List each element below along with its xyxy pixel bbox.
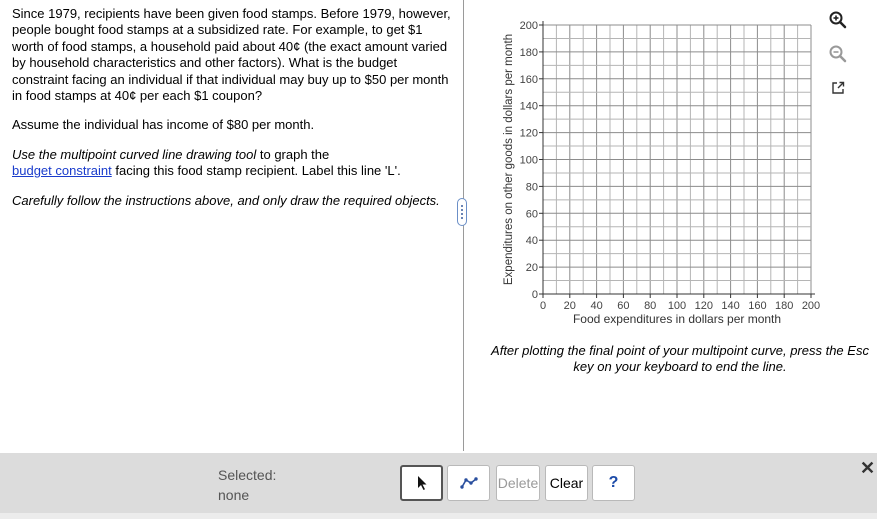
multipoint-curve-tool-button[interactable] bbox=[447, 465, 490, 501]
x-axis-title: Food expenditures in dollars per month bbox=[572, 312, 782, 326]
y-tick-label: 60 bbox=[525, 208, 538, 221]
task-text-post: facing this food stamp recipient. Label this line 'L'. bbox=[111, 163, 401, 179]
handle-dot bbox=[461, 205, 463, 207]
x-tick-label: 200 bbox=[801, 300, 821, 312]
x-tick-label: 120 bbox=[694, 300, 713, 312]
question-paragraph: Since 1979, recipients have been given food stamps. Before 1979, however, people bought food stamps at a subsidized rate. For example, to get $1 worth of food stamps, a household paid about 40¢ (the exact amount varied by household characteristics and other factors). What is the budget constraint facing an individual if that individual may buy up to $50 per month in food stamps at 40¢ per each $1 coupon? bbox=[12, 6, 451, 104]
close-icon[interactable]: ✕ bbox=[860, 458, 876, 478]
x-tick-label: 100 bbox=[667, 300, 687, 312]
curve-line-icon bbox=[459, 476, 479, 490]
handle-dot bbox=[461, 209, 463, 211]
budget-constraint-link[interactable]: budget constraint bbox=[12, 163, 112, 179]
question-panel bbox=[12, 6, 452, 222]
task-tool-text: Use the multipoint curved line drawing tool bbox=[12, 146, 257, 162]
graph-area[interactable] bbox=[495, 14, 840, 334]
x-tick-label: 60 bbox=[617, 300, 630, 312]
instruction-text: After plotting the final point of your multipoint curve, press the Esc key on your keyboard to end the line. bbox=[491, 343, 869, 374]
x-tick-label: 0 bbox=[539, 300, 547, 312]
y-tick-label: 200 bbox=[519, 20, 538, 32]
y-axis-title: Expenditures on other goods in dollars per month bbox=[503, 33, 515, 286]
popout-icon bbox=[828, 78, 848, 98]
y-tick-label: 120 bbox=[519, 127, 538, 140]
handle-dot bbox=[461, 213, 463, 215]
select-tool-button[interactable] bbox=[400, 465, 443, 501]
zoom-in-button[interactable] bbox=[825, 7, 851, 33]
x-tick-label: 140 bbox=[721, 300, 740, 312]
y-tick-label: 160 bbox=[519, 73, 538, 86]
y-tick-label: 100 bbox=[519, 154, 538, 167]
clear-button[interactable]: Clear bbox=[545, 465, 588, 501]
caution-paragraph: Carefully follow the instructions above, and only draw the required objects. bbox=[12, 192, 440, 208]
y-tick-label: 0 bbox=[531, 289, 538, 301]
income-paragraph: Assume the individual has income of $80 per month. bbox=[12, 117, 315, 133]
x-tick-label: 180 bbox=[775, 300, 794, 312]
x-tick-label: 160 bbox=[748, 300, 767, 312]
selected-value: none bbox=[218, 487, 250, 503]
y-tick-label: 140 bbox=[519, 100, 538, 113]
y-tick-label: 20 bbox=[525, 262, 538, 275]
selected-label: Selected: bbox=[218, 467, 277, 483]
y-tick-label: 40 bbox=[525, 235, 538, 248]
bottom-strip bbox=[0, 513, 877, 519]
arrow-cursor-icon bbox=[415, 475, 429, 491]
divider-drag-handle[interactable] bbox=[457, 198, 467, 226]
zoom-in-icon bbox=[828, 10, 848, 30]
x-tick-label: 80 bbox=[644, 300, 657, 312]
help-button[interactable]: ? bbox=[592, 465, 635, 501]
handle-dot bbox=[461, 217, 463, 219]
delete-button[interactable]: Delete bbox=[496, 465, 540, 501]
y-tick-label: 180 bbox=[519, 46, 538, 59]
x-tick-label: 20 bbox=[563, 300, 576, 312]
zoom-out-icon bbox=[828, 44, 848, 64]
selection-status bbox=[218, 465, 276, 505]
graph-canvas[interactable] bbox=[495, 14, 840, 334]
x-tick-label: 40 bbox=[590, 300, 603, 312]
task-text-mid: to graph the bbox=[256, 146, 330, 162]
popout-button[interactable] bbox=[825, 75, 851, 101]
zoom-out-button[interactable] bbox=[825, 41, 851, 67]
y-tick-label: 80 bbox=[525, 181, 538, 194]
task-paragraph bbox=[12, 147, 452, 180]
